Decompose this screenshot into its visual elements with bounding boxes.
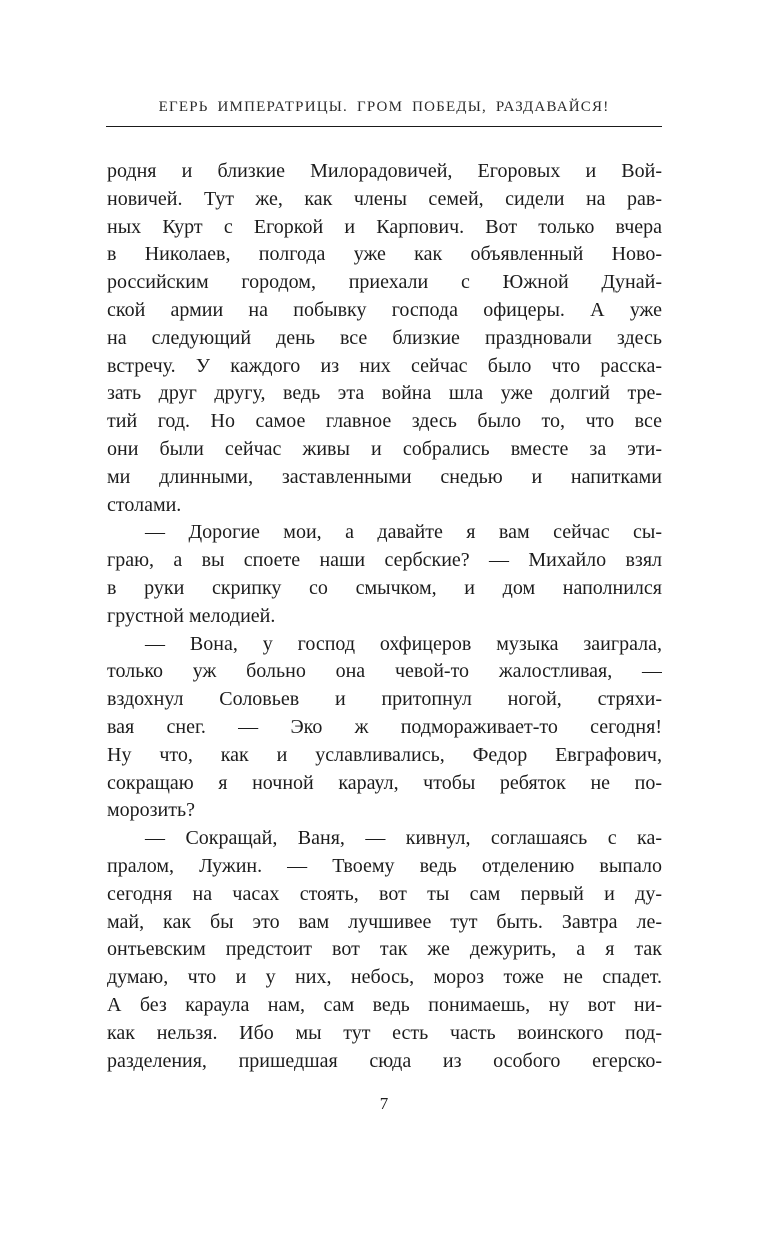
text-line: на следующий день все близкие праздновали здесь <box>107 326 662 349</box>
text-line: — Дорогие мои, а давайте я вам сейчас сы- <box>145 521 662 544</box>
text-line: вздохнул Соловьев и притопнул ногой, стряхи- <box>107 688 662 711</box>
text-line: в Николаев, полгода уже как объявленный Ново- <box>107 243 662 266</box>
text-line: сегодня на часах стоять, вот ты сам первый и ду- <box>107 882 662 905</box>
page-number: 7 <box>379 1094 389 1113</box>
text-line: разделения, пришедшая сюда из особого егерско- <box>107 1049 662 1072</box>
text-line: вая снег. — Эко ж подмораживает-то сегодня! <box>107 715 662 738</box>
text-line: грустной мелодией. <box>107 604 276 627</box>
text-line: столами. <box>107 493 182 516</box>
running-header: ЕГЕРЬ ИМПЕРАТРИЦЫ. ГРОМ ПОБЕДЫ, РАЗДАВАЙСЯ! <box>158 99 610 115</box>
text-line: новичей. Тут же, как члены семей, сидели на рав- <box>107 187 662 210</box>
text-line: граю, а вы споете наши сербские? — Михайло взял <box>107 549 662 572</box>
header-rule <box>106 126 662 127</box>
text-line: онтьевским предстоит вот так же дежурить, а я так <box>107 938 662 961</box>
text-line: морозить? <box>107 799 195 822</box>
text-line: ных Курт с Егоркой и Карпович. Вот только вчера <box>107 215 662 238</box>
text-line: Ну что, как и уславливались, Федор Евграфович, <box>107 743 662 766</box>
text-line: пралом, Лужин. — Твоему ведь отделению выпало <box>107 854 662 877</box>
text-line: думаю, что и у них, небось, мороз тоже не спадет. <box>107 966 662 989</box>
text-line: родня и близкие Милорадовичей, Егоровых и Вой- <box>107 160 662 182</box>
text-line: зать друг другу, ведь эта война шла уже долгий тре- <box>107 382 662 405</box>
text-line: май, как бы это вам лучшивее тут быть. Завтра ле- <box>107 910 662 933</box>
text-line: только уж больно она чевой-то жалостливая, — <box>107 660 662 683</box>
text-line: тий год. Но самое главное здесь было то, что все <box>107 410 662 433</box>
text-line: — Вона, у господ охфицеров музыка заиграла, <box>145 632 662 655</box>
text-line: они были сейчас живы и собрались вместе за эти- <box>107 437 662 460</box>
text-line: российским городом, приехали с Южной Дунай- <box>107 271 662 294</box>
text-line: в руки скрипку со смычком, и дом наполнился <box>107 576 662 599</box>
text-line: сокращаю я ночной караул, чтобы ребяток не по- <box>107 771 662 794</box>
page-body <box>107 158 662 1075</box>
text-line: ми длинными, заставленными снедью и напитками <box>107 465 662 488</box>
text-line: — Сокращай, Ваня, — кивнул, соглашаясь с ка- <box>145 827 662 850</box>
text-line: как нельзя. Ибо мы тут есть часть воинского под- <box>107 1021 662 1044</box>
text-line: встречу. У каждого из них сейчас было что расска- <box>107 354 662 377</box>
text-line: ской армии на побывку господа офицеры. А уже <box>107 298 662 321</box>
text-line: А без караула нам, сам ведь понимаешь, ну вот ни- <box>107 993 662 1016</box>
